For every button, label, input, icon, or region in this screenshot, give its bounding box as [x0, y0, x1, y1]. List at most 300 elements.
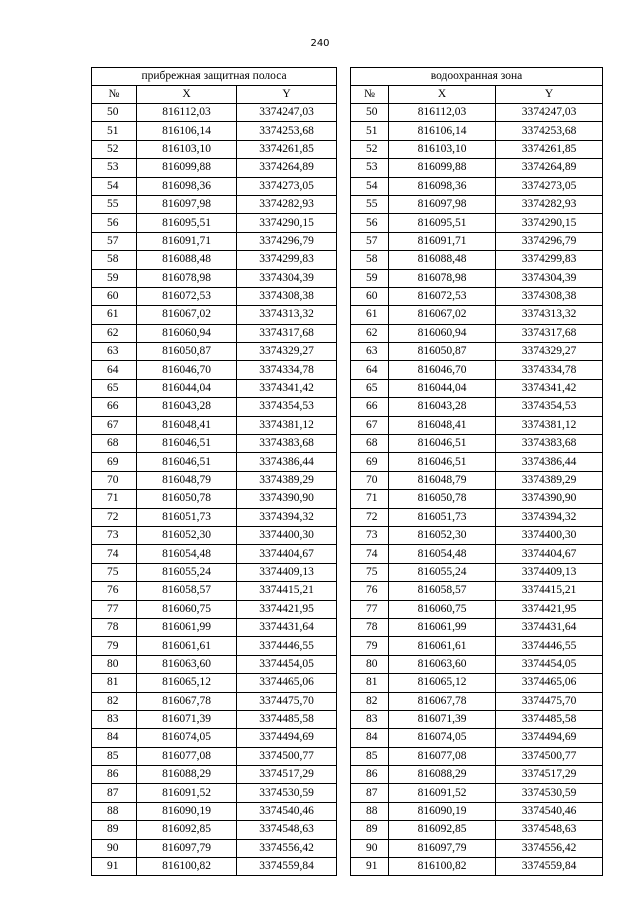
table-row	[92, 490, 603, 508]
right-x-header: X	[389, 86, 496, 104]
table-row	[92, 545, 603, 563]
table-row	[92, 435, 603, 453]
column-gap	[337, 398, 351, 416]
table-row	[92, 343, 603, 361]
table-row	[92, 232, 603, 250]
table-row	[92, 398, 603, 416]
table-row	[92, 287, 603, 305]
left-num-cell: 50	[92, 104, 137, 122]
left-x-cell: 816055,24	[137, 563, 237, 581]
left-num-cell: 91	[92, 858, 137, 876]
left-x-cell: 816046,51	[137, 435, 237, 453]
table-row	[92, 122, 603, 140]
left-x-cell: 816092,85	[137, 821, 237, 839]
right-x-cell: 816054,48	[389, 545, 496, 563]
right-x-cell: 816046,70	[389, 361, 496, 379]
left-x-cell: 816051,73	[137, 508, 237, 526]
column-gap	[337, 692, 351, 710]
column-gap	[337, 747, 351, 765]
left-num-cell: 58	[92, 251, 137, 269]
left-num-cell: 76	[92, 582, 137, 600]
right-x-cell: 816091,71	[389, 232, 496, 250]
right-x-cell: 816060,94	[389, 324, 496, 342]
column-gap	[337, 68, 351, 86]
left-num-cell: 52	[92, 140, 137, 158]
left-y-cell: 3374446,55	[237, 637, 337, 655]
table-row	[92, 104, 603, 122]
right-num-cell: 55	[351, 195, 389, 213]
left-x-cell: 816078,98	[137, 269, 237, 287]
left-x-cell: 816106,14	[137, 122, 237, 140]
left-num-cell: 55	[92, 195, 137, 213]
right-num-cell: 69	[351, 453, 389, 471]
left-x-cell: 816050,87	[137, 343, 237, 361]
left-y-cell: 3374556,42	[237, 839, 337, 857]
column-gap	[337, 416, 351, 434]
right-x-cell: 816055,24	[389, 563, 496, 581]
right-y-cell: 3374548,63	[496, 821, 603, 839]
right-x-cell: 816044,04	[389, 379, 496, 397]
right-num-header: №	[351, 86, 389, 104]
table-row	[92, 839, 603, 857]
right-x-cell: 816103,10	[389, 140, 496, 158]
left-num-cell: 67	[92, 416, 137, 434]
table-row	[92, 674, 603, 692]
left-y-cell: 3374530,59	[237, 784, 337, 802]
left-x-cell: 816074,05	[137, 729, 237, 747]
right-y-cell: 3374446,55	[496, 637, 603, 655]
table-row	[92, 306, 603, 324]
left-y-cell: 3374404,67	[237, 545, 337, 563]
right-num-cell: 68	[351, 435, 389, 453]
left-x-cell: 816065,12	[137, 674, 237, 692]
column-gap	[337, 674, 351, 692]
right-num-cell: 87	[351, 784, 389, 802]
column-gap	[337, 140, 351, 158]
left-num-cell: 60	[92, 287, 137, 305]
right-x-cell: 816048,41	[389, 416, 496, 434]
column-gap	[337, 177, 351, 195]
right-num-cell: 72	[351, 508, 389, 526]
right-x-cell: 816050,87	[389, 343, 496, 361]
left-y-cell: 3374415,21	[237, 582, 337, 600]
column-gap	[337, 361, 351, 379]
right-x-cell: 816051,73	[389, 508, 496, 526]
right-num-cell: 61	[351, 306, 389, 324]
right-y-cell: 3374530,59	[496, 784, 603, 802]
right-num-cell: 85	[351, 747, 389, 765]
left-y-cell: 3374313,32	[237, 306, 337, 324]
right-y-cell: 3374304,39	[496, 269, 603, 287]
left-num-cell: 69	[92, 453, 137, 471]
table-row	[92, 784, 603, 802]
table-row	[92, 269, 603, 287]
left-x-cell: 816058,57	[137, 582, 237, 600]
left-y-cell: 3374494,69	[237, 729, 337, 747]
left-num-cell: 75	[92, 563, 137, 581]
left-num-cell: 90	[92, 839, 137, 857]
table-row	[92, 526, 603, 544]
left-x-cell: 816091,71	[137, 232, 237, 250]
right-num-cell: 60	[351, 287, 389, 305]
table-row	[92, 195, 603, 213]
table-row	[92, 471, 603, 489]
column-gap	[337, 802, 351, 820]
column-gap	[337, 526, 351, 544]
right-num-cell: 73	[351, 526, 389, 544]
column-gap	[337, 287, 351, 305]
right-num-cell: 67	[351, 416, 389, 434]
right-x-cell: 816063,60	[389, 655, 496, 673]
left-num-cell: 81	[92, 674, 137, 692]
right-x-cell: 816050,78	[389, 490, 496, 508]
left-num-cell: 61	[92, 306, 137, 324]
right-y-cell: 3374264,89	[496, 159, 603, 177]
column-gap	[337, 839, 351, 857]
table-row	[92, 637, 603, 655]
right-y-cell: 3374383,68	[496, 435, 603, 453]
right-y-cell: 3374500,77	[496, 747, 603, 765]
left-y-cell: 3374517,29	[237, 766, 337, 784]
column-gap	[337, 600, 351, 618]
right-num-cell: 83	[351, 710, 389, 728]
right-num-cell: 74	[351, 545, 389, 563]
right-x-cell: 816088,29	[389, 766, 496, 784]
column-gap	[337, 858, 351, 876]
right-x-cell: 816091,52	[389, 784, 496, 802]
right-num-cell: 54	[351, 177, 389, 195]
table-row	[92, 563, 603, 581]
right-x-cell: 816067,02	[389, 306, 496, 324]
right-y-cell: 3374494,69	[496, 729, 603, 747]
left-x-header: X	[137, 86, 237, 104]
left-num-cell: 54	[92, 177, 137, 195]
left-num-cell: 68	[92, 435, 137, 453]
left-num-header: №	[92, 86, 137, 104]
table-row	[92, 582, 603, 600]
column-gap	[337, 343, 351, 361]
table-row	[92, 416, 603, 434]
left-y-cell: 3374290,15	[237, 214, 337, 232]
right-x-cell: 816071,39	[389, 710, 496, 728]
right-num-cell: 50	[351, 104, 389, 122]
table-row	[92, 159, 603, 177]
left-y-cell: 3374304,39	[237, 269, 337, 287]
table-row	[92, 747, 603, 765]
right-y-cell: 3374247,03	[496, 104, 603, 122]
table-row	[92, 361, 603, 379]
right-y-cell: 3374381,12	[496, 416, 603, 434]
right-x-cell: 816061,99	[389, 618, 496, 636]
right-x-cell: 816061,61	[389, 637, 496, 655]
table-row	[92, 453, 603, 471]
left-x-cell: 816088,48	[137, 251, 237, 269]
left-num-cell: 86	[92, 766, 137, 784]
table-row	[92, 821, 603, 839]
right-y-cell: 3374253,68	[496, 122, 603, 140]
right-x-cell: 816078,98	[389, 269, 496, 287]
left-num-cell: 80	[92, 655, 137, 673]
left-y-cell: 3374386,44	[237, 453, 337, 471]
right-num-cell: 66	[351, 398, 389, 416]
left-y-cell: 3374540,46	[237, 802, 337, 820]
right-y-cell: 3374334,78	[496, 361, 603, 379]
left-y-cell: 3374431,64	[237, 618, 337, 636]
left-num-cell: 62	[92, 324, 137, 342]
right-y-cell: 3374454,05	[496, 655, 603, 673]
right-num-cell: 82	[351, 692, 389, 710]
left-y-cell: 3374559,84	[237, 858, 337, 876]
column-gap	[337, 104, 351, 122]
column-gap	[337, 508, 351, 526]
right-x-cell: 816099,88	[389, 159, 496, 177]
right-num-cell: 79	[351, 637, 389, 655]
column-gap	[337, 214, 351, 232]
left-y-cell: 3374548,63	[237, 821, 337, 839]
left-y-cell: 3374308,38	[237, 287, 337, 305]
right-x-cell: 816067,78	[389, 692, 496, 710]
right-y-cell: 3374394,32	[496, 508, 603, 526]
column-gap	[337, 821, 351, 839]
left-x-cell: 816097,79	[137, 839, 237, 857]
left-num-cell: 63	[92, 343, 137, 361]
right-y-cell: 3374400,30	[496, 526, 603, 544]
column-gap	[337, 379, 351, 397]
left-x-cell: 816061,99	[137, 618, 237, 636]
right-num-cell: 75	[351, 563, 389, 581]
right-y-cell: 3374485,58	[496, 710, 603, 728]
right-y-cell: 3374404,67	[496, 545, 603, 563]
right-y-cell: 3374386,44	[496, 453, 603, 471]
right-x-cell: 816088,48	[389, 251, 496, 269]
left-x-cell: 816048,41	[137, 416, 237, 434]
table-row	[92, 858, 603, 876]
left-x-cell: 816052,30	[137, 526, 237, 544]
left-num-cell: 84	[92, 729, 137, 747]
left-x-cell: 816046,51	[137, 453, 237, 471]
right-x-cell: 816097,98	[389, 195, 496, 213]
right-x-cell: 816112,03	[389, 104, 496, 122]
left-x-cell: 816050,78	[137, 490, 237, 508]
table-row	[92, 600, 603, 618]
right-y-header: Y	[496, 86, 603, 104]
left-y-cell: 3374253,68	[237, 122, 337, 140]
left-x-cell: 816063,60	[137, 655, 237, 673]
right-y-cell: 3374313,32	[496, 306, 603, 324]
column-gap	[337, 251, 351, 269]
right-y-cell: 3374261,85	[496, 140, 603, 158]
section-header-row	[92, 68, 603, 86]
left-x-cell: 816043,28	[137, 398, 237, 416]
left-num-cell: 56	[92, 214, 137, 232]
left-x-cell: 816112,03	[137, 104, 237, 122]
left-y-cell: 3374261,85	[237, 140, 337, 158]
right-x-cell: 816097,79	[389, 839, 496, 857]
left-x-cell: 816067,02	[137, 306, 237, 324]
table-row	[92, 729, 603, 747]
left-y-cell: 3374299,83	[237, 251, 337, 269]
right-num-cell: 86	[351, 766, 389, 784]
column-gap	[337, 435, 351, 453]
left-num-cell: 71	[92, 490, 137, 508]
column-gap	[337, 784, 351, 802]
right-y-cell: 3374308,38	[496, 287, 603, 305]
right-y-cell: 3374465,06	[496, 674, 603, 692]
left-x-cell: 816061,61	[137, 637, 237, 655]
right-y-cell: 3374421,95	[496, 600, 603, 618]
column-gap	[337, 453, 351, 471]
page-number: 240	[310, 38, 330, 49]
right-num-cell: 71	[351, 490, 389, 508]
right-num-cell: 51	[351, 122, 389, 140]
right-num-cell: 76	[351, 582, 389, 600]
left-num-cell: 78	[92, 618, 137, 636]
right-num-cell: 81	[351, 674, 389, 692]
right-y-cell: 3374540,46	[496, 802, 603, 820]
left-x-cell: 816072,53	[137, 287, 237, 305]
right-num-cell: 56	[351, 214, 389, 232]
left-x-cell: 816046,70	[137, 361, 237, 379]
left-num-cell: 57	[92, 232, 137, 250]
left-x-cell: 816060,94	[137, 324, 237, 342]
left-x-cell: 816060,75	[137, 600, 237, 618]
left-num-cell: 72	[92, 508, 137, 526]
left-y-cell: 3374264,89	[237, 159, 337, 177]
table-row	[92, 177, 603, 195]
column-gap	[337, 195, 351, 213]
left-num-cell: 53	[92, 159, 137, 177]
right-y-cell: 3374475,70	[496, 692, 603, 710]
table-row	[92, 214, 603, 232]
right-x-cell: 816077,08	[389, 747, 496, 765]
left-y-cell: 3374475,70	[237, 692, 337, 710]
left-y-header: Y	[237, 86, 337, 104]
right-x-cell: 816048,79	[389, 471, 496, 489]
right-x-cell: 816065,12	[389, 674, 496, 692]
table-row	[92, 379, 603, 397]
right-y-cell: 3374389,29	[496, 471, 603, 489]
right-num-cell: 64	[351, 361, 389, 379]
left-y-cell: 3374394,32	[237, 508, 337, 526]
right-x-cell: 816100,82	[389, 858, 496, 876]
right-y-cell: 3374559,84	[496, 858, 603, 876]
column-gap	[337, 159, 351, 177]
right-y-cell: 3374317,68	[496, 324, 603, 342]
left-num-cell: 82	[92, 692, 137, 710]
left-num-cell: 85	[92, 747, 137, 765]
left-x-cell: 816091,52	[137, 784, 237, 802]
table-row	[92, 140, 603, 158]
column-gap	[337, 86, 351, 104]
table-row	[92, 710, 603, 728]
right-x-cell: 816052,30	[389, 526, 496, 544]
left-y-cell: 3374485,58	[237, 710, 337, 728]
right-x-cell: 816046,51	[389, 435, 496, 453]
right-num-cell: 65	[351, 379, 389, 397]
left-x-cell: 816099,88	[137, 159, 237, 177]
left-num-cell: 83	[92, 710, 137, 728]
right-x-cell: 816072,53	[389, 287, 496, 305]
right-num-cell: 90	[351, 839, 389, 857]
left-y-cell: 3374247,03	[237, 104, 337, 122]
right-y-cell: 3374329,27	[496, 343, 603, 361]
right-num-cell: 52	[351, 140, 389, 158]
right-y-cell: 3374341,42	[496, 379, 603, 397]
table-row	[92, 766, 603, 784]
left-num-cell: 65	[92, 379, 137, 397]
right-x-cell: 816060,75	[389, 600, 496, 618]
column-gap	[337, 637, 351, 655]
left-x-cell: 816097,98	[137, 195, 237, 213]
left-num-cell: 74	[92, 545, 137, 563]
column-gap	[337, 582, 351, 600]
left-y-cell: 3374317,68	[237, 324, 337, 342]
left-section-title: прибрежная защитная полоса	[92, 68, 337, 86]
column-gap	[337, 710, 351, 728]
column-gap	[337, 655, 351, 673]
table-row	[92, 251, 603, 269]
left-x-cell: 816071,39	[137, 710, 237, 728]
right-y-cell: 3374390,90	[496, 490, 603, 508]
left-y-cell: 3374421,95	[237, 600, 337, 618]
right-num-cell: 91	[351, 858, 389, 876]
right-num-cell: 58	[351, 251, 389, 269]
left-y-cell: 3374282,93	[237, 195, 337, 213]
left-y-cell: 3374296,79	[237, 232, 337, 250]
right-x-cell: 816106,14	[389, 122, 496, 140]
right-x-cell: 816090,19	[389, 802, 496, 820]
right-x-cell: 816098,36	[389, 177, 496, 195]
column-header-row	[92, 86, 603, 104]
left-x-cell: 816103,10	[137, 140, 237, 158]
left-y-cell: 3374381,12	[237, 416, 337, 434]
left-y-cell: 3374341,42	[237, 379, 337, 397]
left-num-cell: 88	[92, 802, 137, 820]
right-y-cell: 3374556,42	[496, 839, 603, 857]
left-num-cell: 73	[92, 526, 137, 544]
column-gap	[337, 618, 351, 636]
column-gap	[337, 729, 351, 747]
coordinates-table	[91, 67, 603, 876]
column-gap	[337, 306, 351, 324]
left-num-cell: 89	[92, 821, 137, 839]
right-y-cell: 3374282,93	[496, 195, 603, 213]
left-x-cell: 816100,82	[137, 858, 237, 876]
table-row	[92, 655, 603, 673]
right-x-cell: 816058,57	[389, 582, 496, 600]
right-x-cell: 816092,85	[389, 821, 496, 839]
left-x-cell: 816088,29	[137, 766, 237, 784]
right-num-cell: 63	[351, 343, 389, 361]
right-num-cell: 57	[351, 232, 389, 250]
column-gap	[337, 563, 351, 581]
left-y-cell: 3374465,06	[237, 674, 337, 692]
right-num-cell: 84	[351, 729, 389, 747]
left-y-cell: 3374409,13	[237, 563, 337, 581]
right-y-cell: 3374290,15	[496, 214, 603, 232]
right-y-cell: 3374354,53	[496, 398, 603, 416]
left-x-cell: 816095,51	[137, 214, 237, 232]
left-x-cell: 816048,79	[137, 471, 237, 489]
right-section-title: водоохранная зона	[351, 68, 603, 86]
right-y-cell: 3374296,79	[496, 232, 603, 250]
left-y-cell: 3374454,05	[237, 655, 337, 673]
right-y-cell: 3374517,29	[496, 766, 603, 784]
left-x-cell: 816090,19	[137, 802, 237, 820]
right-x-cell: 816046,51	[389, 453, 496, 471]
left-num-cell: 59	[92, 269, 137, 287]
left-x-cell: 816044,04	[137, 379, 237, 397]
